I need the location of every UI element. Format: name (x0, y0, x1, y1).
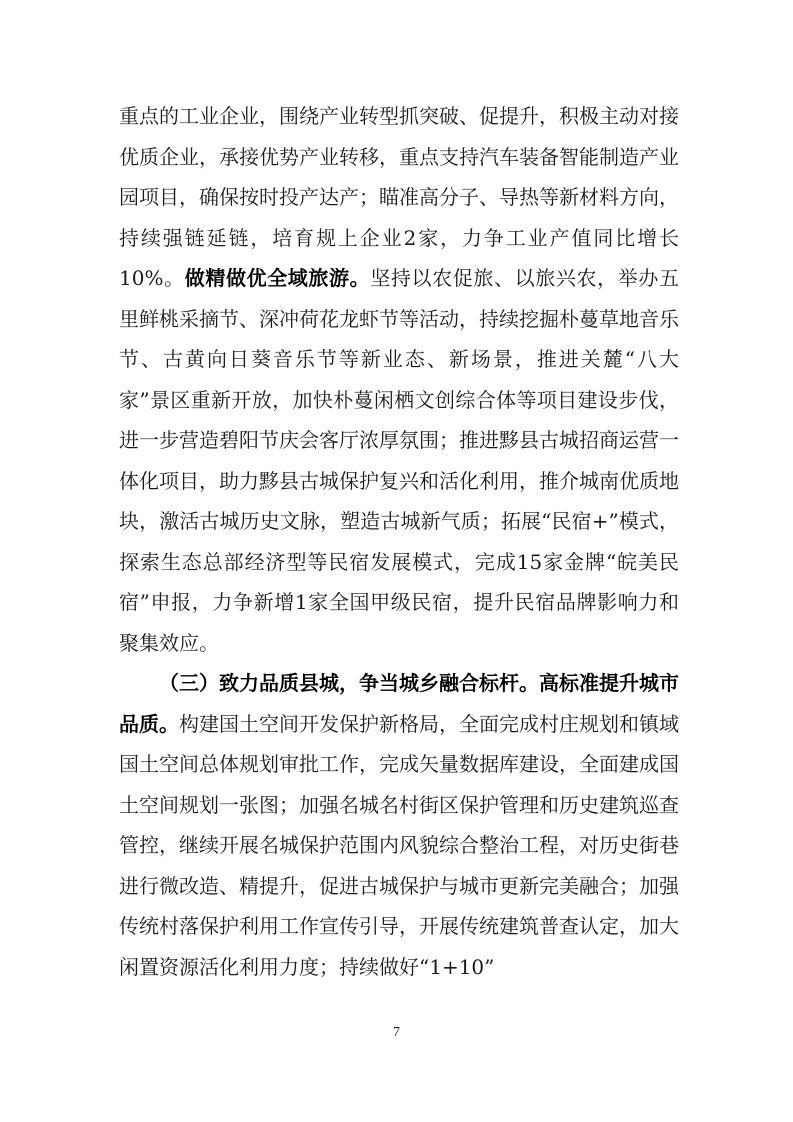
section-heading: （三）致力品质县城，争当城乡融合标杆。 (159, 671, 539, 695)
page-number: 7 (393, 1025, 400, 1040)
paragraph-text: 重点的工业企业，围绕产业转型抓突破、促提升，积极主动对接优质企业，承接优势产业转移，重点支持汽车装备智能制造产业园项目，确保按时投产达产；瞄准高分子、导热等新材料方向，持续强链延链，培育规上企业2家，力争工业产值同比增长10%。 (119, 104, 679, 290)
subsection-heading: 高标准提升城市品质。 (119, 671, 679, 736)
document-body (119, 96, 679, 987)
paragraph-text: 坚持以农促旅、以旅兴农，举办五里鲜桃采摘节、深冲荷花龙虾节等活动，持续挖掘朴蔓草地音乐节、古黄向日葵音乐节等新业态、新场景，推进关麓“八大家”景区重新开放，加快朴蔓闲栖文创综合体等项目建设步伐，进一步营造碧阳节庆会客厅浓厚氛围；推进黟县古城招商运营一体化项目，助力黟县古城保护复兴和活化利用，推介城南优质地块，激活古城历史文脉，塑造古城新气质；拓展“民宿+”模式，探索生态总部经济型等民宿发展模式，完成15家金牌“皖美民宿”申报，力争新增1家全国甲级民宿，提升民宿品牌影响力和聚集效应。 (119, 266, 680, 655)
tourism-heading: 做精做优全域旅游。 (184, 266, 371, 290)
paragraph-county-quality (119, 663, 679, 987)
paragraph-industry-tourism (119, 96, 679, 663)
paragraph-text: 构建国土空间开发保护新格局，全面完成村庄规划和镇域国土空间总体规划审批工作，完成矢量数据库建设，全面建成国土空间规划一张图；加强名城名村街区保护管理和历史建筑巡查管控，继续开展名城保护范围内风貌综合整治工程，对历史街巷进行微改造、精提升，促进古城保护与城市更新完美融合；加强传统村落保护利用工作宣传引导，开展传统建筑普查认定，加大闲置资源活化利用力度；持续做好“1+10” (119, 711, 679, 979)
